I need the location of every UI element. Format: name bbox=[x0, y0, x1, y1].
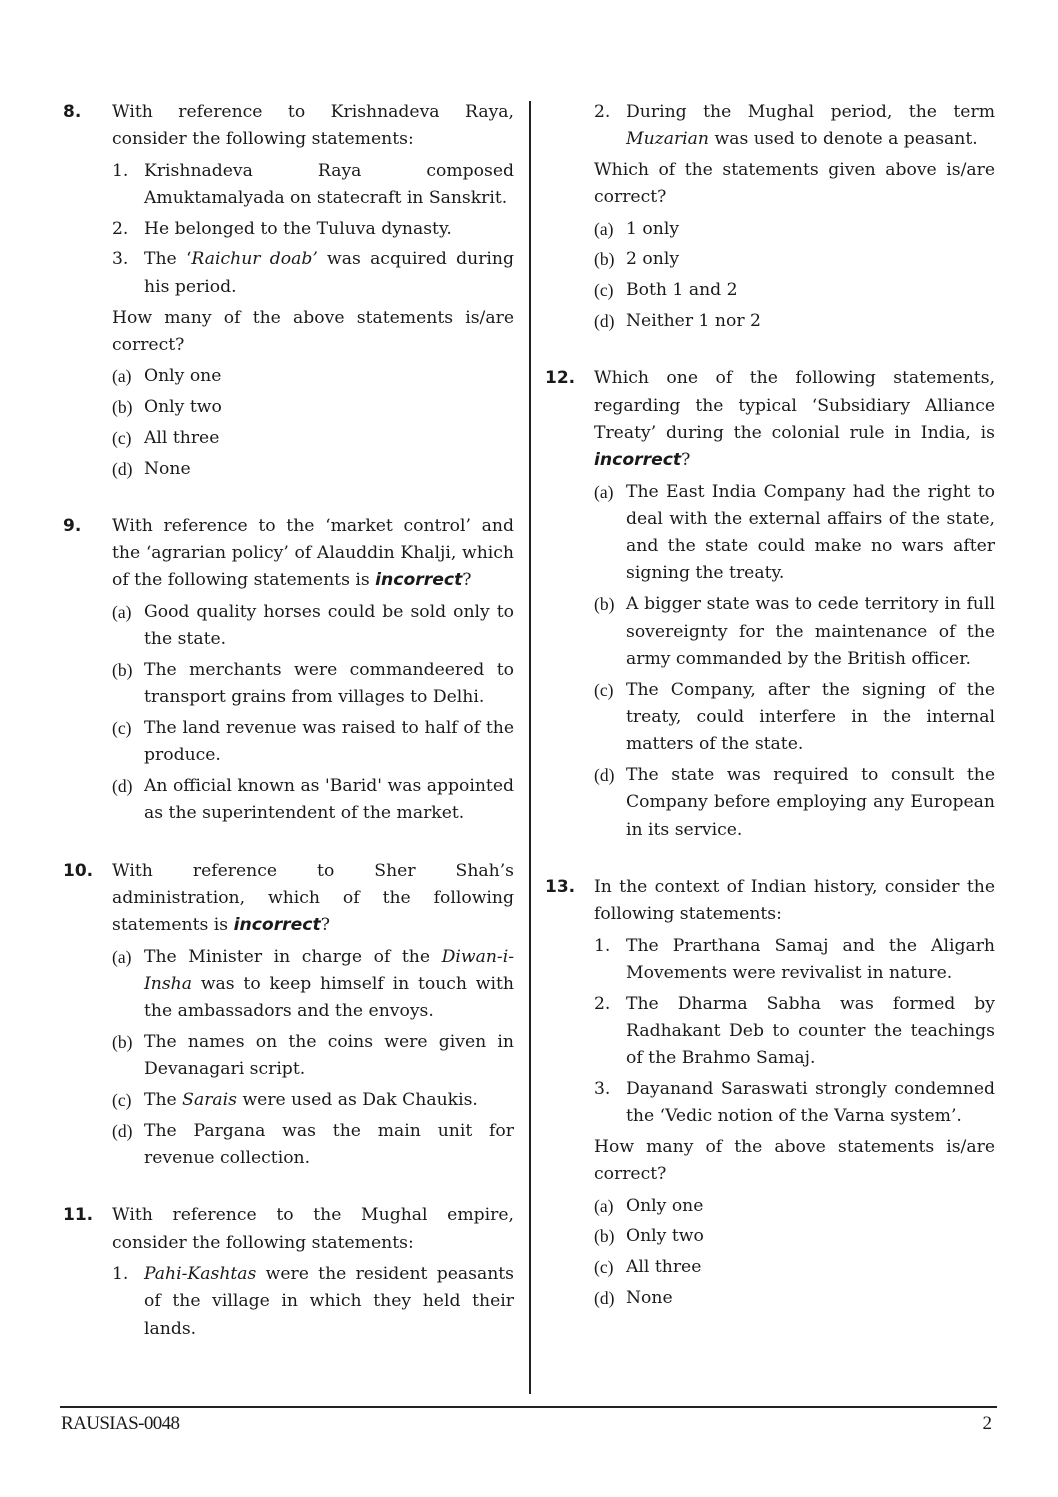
question-stem bbox=[594, 874, 995, 929]
option-label: (a) bbox=[594, 481, 614, 502]
text-run: With reference to Sher Shah’s administration, which of the following statements is bbox=[112, 860, 514, 936]
italic-text: Pahi-Kashtas bbox=[144, 1263, 257, 1284]
option-label: (d) bbox=[112, 1120, 133, 1141]
option-label: (d) bbox=[594, 1288, 615, 1309]
option-label: (b) bbox=[594, 594, 615, 615]
option-label: (a) bbox=[112, 366, 132, 387]
statement-item bbox=[112, 246, 514, 301]
text-run: were the resident peasants of the village in which they held their lands. bbox=[144, 1263, 514, 1339]
question-number: 11. bbox=[63, 1205, 94, 1226]
statement-number: 1. bbox=[112, 1263, 129, 1284]
answer-option bbox=[594, 1285, 995, 1312]
answer-option bbox=[112, 394, 514, 421]
answer-option bbox=[112, 773, 514, 828]
question-number: 12. bbox=[545, 368, 576, 389]
text-run: All three bbox=[626, 1257, 702, 1278]
text-run: were used as Dak Chaukis. bbox=[236, 1090, 478, 1110]
text-run: Dayanand Saraswati strongly condemned the ‘Vedic notion of the Varna system’. bbox=[626, 1079, 995, 1127]
option-label: (d) bbox=[112, 458, 133, 479]
statement-item bbox=[594, 991, 995, 1073]
option-label: (c) bbox=[112, 427, 132, 448]
text-run: A bigger state was to cede territory in full sovereignty for the maintenance of the army commanded by the British officer. bbox=[626, 594, 995, 669]
emphasis-text: incorrect bbox=[233, 915, 321, 936]
answer-option bbox=[112, 1118, 514, 1173]
text-run: Krishnadeva Raya composed Amuktamalyada on statecraft in Sanskrit. bbox=[144, 160, 514, 208]
text-run: The Dharma Sabha was formed by Radhakant Deb to counter the teachings of the Brahmo Samaj. bbox=[626, 993, 995, 1069]
text-run: How many of the above statements is/are correct? bbox=[112, 307, 514, 355]
question-q11 bbox=[63, 1202, 514, 1342]
option-label: (d) bbox=[594, 311, 615, 332]
right-column bbox=[545, 99, 995, 1342]
answer-option bbox=[112, 599, 514, 654]
text-run: In the context of Indian history, consider the following statements: bbox=[594, 876, 995, 925]
left-column bbox=[63, 99, 514, 1373]
footer-document-code: RAUSIAS-0048 bbox=[61, 1413, 180, 1434]
text-run: During the Mughal period, the term bbox=[626, 102, 995, 122]
answer-option bbox=[112, 1087, 514, 1114]
question-number: 8. bbox=[63, 102, 82, 122]
statement-number: 3. bbox=[594, 1079, 611, 1099]
footer-rule bbox=[60, 1406, 997, 1408]
question-number: 13. bbox=[545, 876, 576, 897]
statement-item bbox=[112, 216, 514, 243]
answer-option bbox=[594, 246, 995, 273]
answer-option bbox=[594, 1223, 995, 1250]
text-run: ? bbox=[681, 450, 691, 471]
text-run: The Company, after the signing of the treaty, could interfere in the internal matters of the state. bbox=[626, 679, 995, 755]
text-run: Neither 1 nor 2 bbox=[626, 311, 761, 332]
italic-text: Sarais bbox=[182, 1090, 237, 1110]
column-divider bbox=[529, 101, 531, 1394]
statement-item bbox=[594, 933, 995, 988]
italic-text: Muzarian bbox=[626, 129, 710, 150]
text-run: The Minister in charge of the bbox=[144, 946, 442, 967]
text-run: The merchants were commandeered to transport grains from villages to Delhi. bbox=[144, 659, 514, 708]
statement-item bbox=[112, 158, 514, 213]
answer-option bbox=[594, 677, 995, 759]
question-q8 bbox=[63, 99, 514, 483]
text-run: The Pargana was the main unit for revenue collection. bbox=[144, 1120, 514, 1169]
answer-option bbox=[112, 1029, 514, 1084]
answer-option bbox=[594, 216, 995, 243]
statement-number: 2. bbox=[112, 218, 129, 239]
statement-item bbox=[594, 1076, 995, 1131]
answer-option bbox=[112, 425, 514, 452]
text-run: With reference to the ‘market control’ and the ‘agrarian policy’ of Alauddin Khalji, which of the following statements is bbox=[112, 515, 514, 591]
question-stem bbox=[594, 365, 995, 474]
text-run: With reference to the Mughal empire, consider the following statements: bbox=[112, 1205, 514, 1253]
question-prompt bbox=[594, 157, 995, 212]
answer-option bbox=[112, 657, 514, 712]
answer-option bbox=[594, 277, 995, 304]
option-label: (b) bbox=[112, 396, 133, 417]
question-stem bbox=[112, 513, 514, 595]
text-run: The ‘ bbox=[144, 249, 192, 270]
question-stem bbox=[112, 858, 514, 940]
question-prompt bbox=[594, 1134, 995, 1189]
text-run: The names on the coins were given in Devanagari script. bbox=[144, 1031, 514, 1080]
text-run: The land revenue was raised to half of the produce. bbox=[144, 717, 514, 766]
statement-number: 1. bbox=[112, 160, 129, 181]
text-run: Which one of the following statements, regarding the typical ‘Subsidiary Alliance Treaty’ during the colonial rule in India, is bbox=[594, 368, 995, 443]
text-run: ? bbox=[320, 915, 330, 936]
question-stem bbox=[112, 1202, 514, 1257]
option-label: (c) bbox=[112, 717, 132, 738]
answer-option bbox=[112, 944, 514, 1026]
question-q10 bbox=[63, 858, 514, 1173]
option-label: (a) bbox=[112, 946, 132, 967]
statement-item bbox=[112, 1261, 514, 1343]
question-q12 bbox=[545, 365, 995, 844]
question-q9 bbox=[63, 513, 514, 828]
option-label: (c) bbox=[594, 1257, 614, 1278]
question-number: 10. bbox=[63, 860, 94, 881]
statement-number: 2. bbox=[594, 102, 611, 122]
text-run: was used to denote a peasant. bbox=[709, 129, 978, 150]
option-label: (b) bbox=[112, 1031, 133, 1052]
answer-option bbox=[112, 715, 514, 770]
question-prompt bbox=[112, 305, 514, 360]
statement-item bbox=[594, 99, 995, 154]
answer-option bbox=[594, 591, 995, 673]
option-label: (a) bbox=[112, 601, 132, 622]
text-run: The bbox=[144, 1090, 183, 1110]
option-label: (a) bbox=[594, 1195, 614, 1216]
question-stem bbox=[112, 99, 514, 154]
italic-text: Diwan-i-Insha bbox=[144, 946, 514, 994]
text-run: Only two bbox=[144, 396, 222, 417]
text-run: None bbox=[144, 458, 191, 479]
text-run: was to keep himself in touch with the ambassadors and the envoys. bbox=[144, 973, 514, 1022]
statement-number: 2. bbox=[594, 993, 611, 1014]
text-run: An official known as 'Barid' was appointed as the superintendent of the market. bbox=[144, 776, 514, 824]
answer-option bbox=[594, 479, 995, 588]
text-run: He belonged to the Tuluva dynasty. bbox=[144, 218, 452, 239]
answer-option bbox=[112, 456, 514, 483]
italic-text: Raichur doab’ bbox=[191, 249, 318, 270]
option-label: (a) bbox=[594, 218, 614, 239]
option-label: (b) bbox=[112, 659, 133, 680]
option-label: (c) bbox=[112, 1090, 132, 1110]
option-label: (b) bbox=[594, 1226, 615, 1247]
option-label: (b) bbox=[594, 249, 615, 270]
footer-page-number: 2 bbox=[982, 1413, 992, 1434]
text-run: ? bbox=[462, 570, 472, 591]
question-q13 bbox=[545, 874, 995, 1312]
option-label: (c) bbox=[594, 280, 614, 301]
text-run: Only one bbox=[144, 366, 222, 387]
statement-number: 1. bbox=[594, 935, 611, 956]
answer-option bbox=[594, 1193, 995, 1220]
answer-option bbox=[594, 1254, 995, 1281]
text-run: All three bbox=[144, 427, 220, 448]
option-label: (d) bbox=[112, 776, 133, 797]
answer-option bbox=[594, 308, 995, 335]
text-run: The East India Company had the right to deal with the external affairs of the state, and the state could make no wars after signing the treaty. bbox=[626, 481, 995, 584]
text-run: None bbox=[626, 1288, 673, 1309]
text-run: The state was required to consult the Company before employing any European in its service. bbox=[626, 765, 995, 840]
question-number: 9. bbox=[63, 515, 82, 536]
text-run: 1 only bbox=[626, 218, 680, 239]
text-run: Only two bbox=[626, 1226, 704, 1247]
text-run: Good quality horses could be sold only to the state. bbox=[144, 601, 514, 650]
text-run: The Prarthana Samaj and the Aligarh Movements were revivalist in nature. bbox=[626, 935, 995, 983]
text-run: was acquired during his period. bbox=[144, 249, 514, 297]
text-run: 2 only bbox=[626, 249, 680, 270]
text-run: How many of the above statements is/are correct? bbox=[594, 1137, 995, 1185]
text-run: With reference to Krishnadeva Raya, consider the following statements: bbox=[112, 102, 514, 150]
emphasis-text: incorrect bbox=[594, 450, 682, 471]
emphasis-text: incorrect bbox=[375, 570, 463, 591]
answer-option bbox=[112, 363, 514, 390]
answer-option bbox=[594, 762, 995, 844]
statement-number: 3. bbox=[112, 249, 129, 270]
option-label: (c) bbox=[594, 679, 614, 700]
text-run: Which of the statements given above is/are correct? bbox=[594, 160, 995, 208]
text-run: Only one bbox=[626, 1195, 704, 1216]
option-label: (d) bbox=[594, 765, 615, 786]
text-run: Both 1 and 2 bbox=[626, 280, 738, 301]
question-q11-cont bbox=[545, 99, 995, 335]
